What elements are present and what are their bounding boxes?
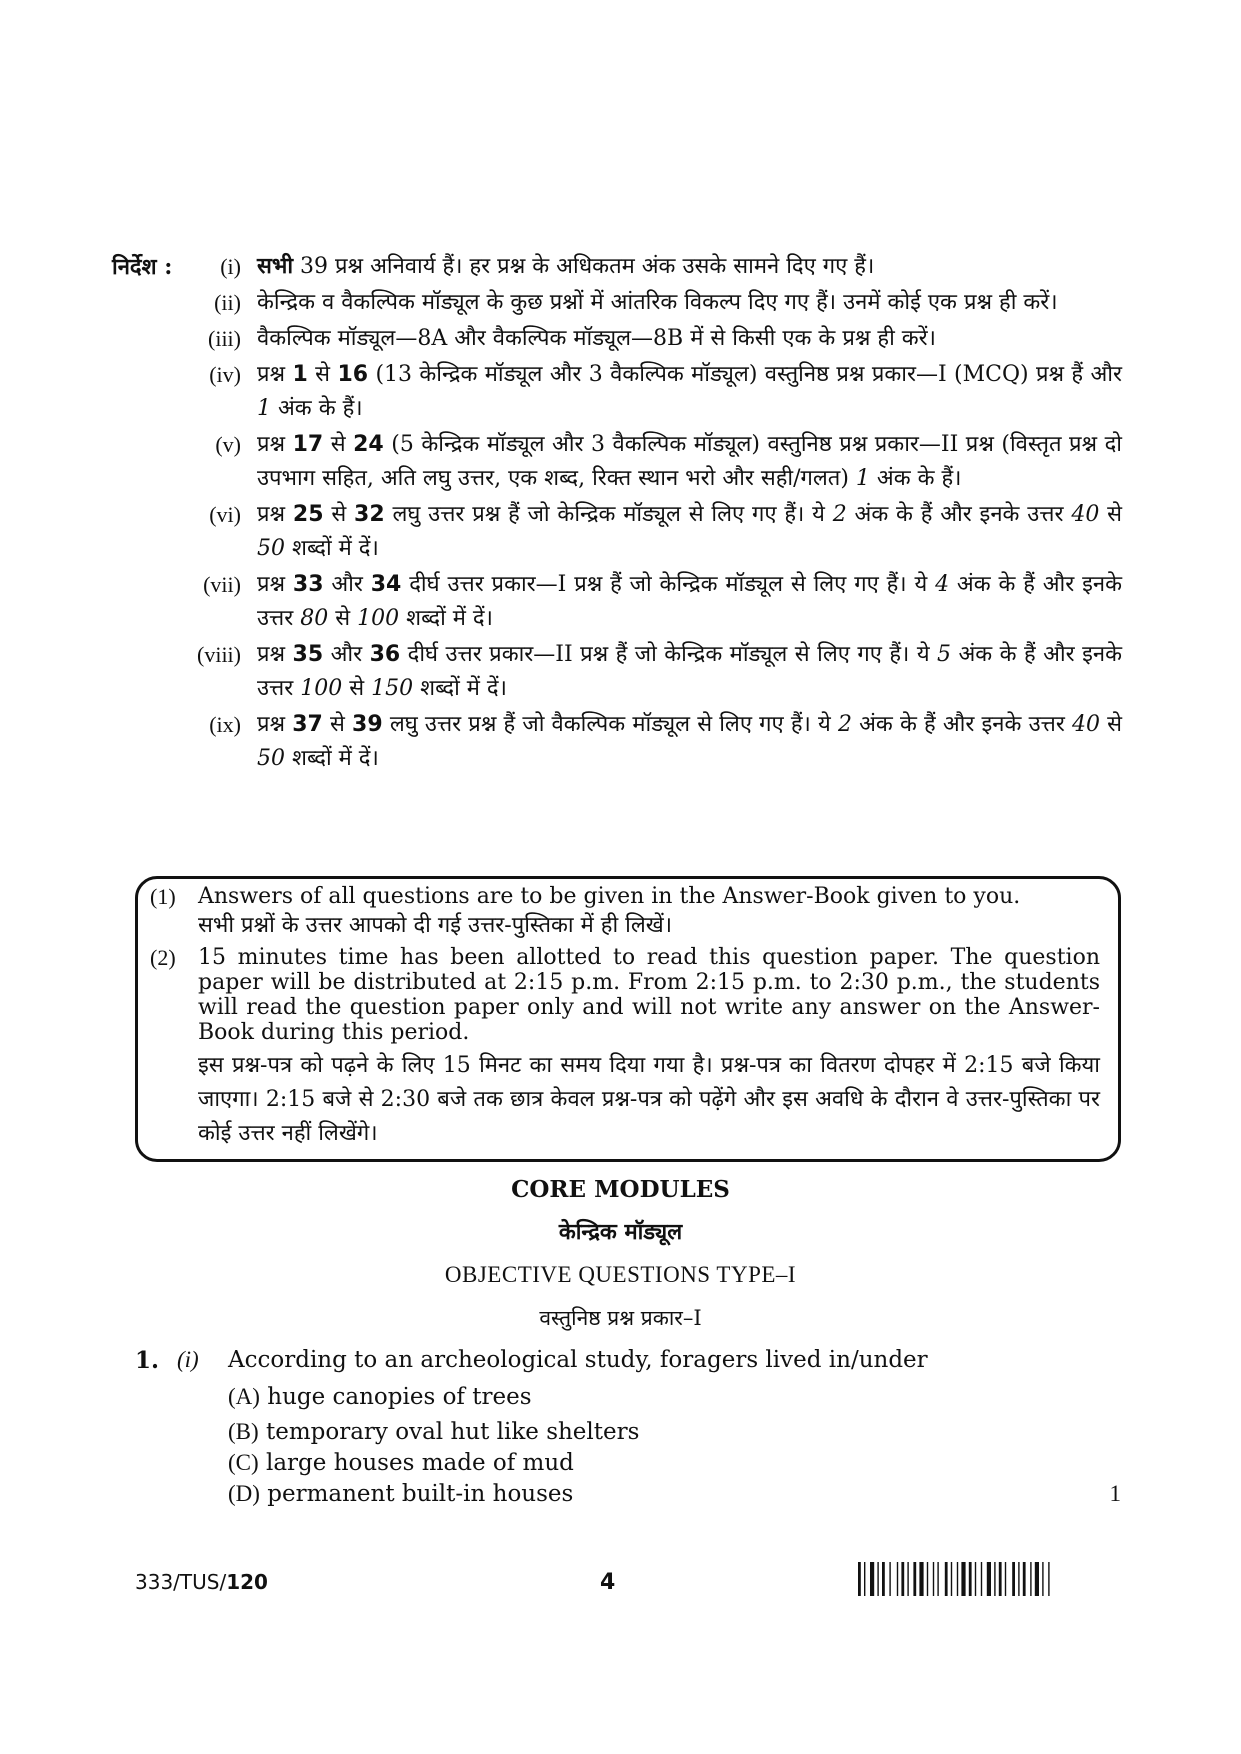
option-c bbox=[228, 1450, 574, 1476]
instruction-text-part: शब्दों में दें। bbox=[285, 746, 379, 771]
instruction-text bbox=[257, 638, 1122, 706]
instruction-text-part: से bbox=[328, 606, 358, 631]
instruction-text bbox=[257, 322, 1122, 356]
instruction-text bbox=[257, 250, 1122, 284]
barcode-bar bbox=[957, 1562, 958, 1596]
instruction-text-part: 17 bbox=[292, 432, 324, 457]
instruction-text-part: प्रश्न bbox=[257, 642, 293, 667]
instruction-text-part: 80 bbox=[300, 606, 329, 631]
instruction-number: (ix) bbox=[209, 712, 241, 737]
instruction-text-part: लघु उत्तर प्रश्न हैं जो केन्द्रिक मॉड्यूल से लिए गए हैं। ये bbox=[384, 502, 833, 527]
barcode-bar bbox=[889, 1562, 890, 1596]
barcode-bar bbox=[951, 1562, 952, 1596]
option-letter: (D) bbox=[228, 1481, 260, 1506]
instruction-text-part: 35 bbox=[292, 642, 324, 667]
note-item bbox=[150, 945, 1100, 1151]
barcode-bar bbox=[877, 1562, 878, 1596]
note-text-hi: सभी प्रश्नों के उत्तर आपको दी गई उत्तर-पुस्तिका में ही लिखें। bbox=[198, 913, 673, 938]
question-type-en: OBJECTIVE QUESTIONS TYPE–I bbox=[444, 1262, 797, 1287]
instruction-text-part: 5 bbox=[937, 642, 952, 667]
note-number: (2) bbox=[150, 945, 176, 970]
instruction-text-part: प्रश्न bbox=[257, 502, 293, 527]
instruction-text-part: अंक के हैं और इनके उत्तर bbox=[846, 502, 1072, 527]
barcode-bar bbox=[969, 1562, 972, 1596]
instruction-item bbox=[112, 286, 1122, 320]
barcode-bar bbox=[933, 1562, 934, 1596]
paper-code-prefix: 333/TUS/ bbox=[135, 1570, 227, 1594]
barcode-bar bbox=[882, 1562, 885, 1596]
instruction-text-part: 50 bbox=[257, 536, 285, 561]
barcode-bar bbox=[987, 1562, 991, 1596]
instruction-number: (iii) bbox=[208, 326, 241, 351]
barcode-bar bbox=[870, 1562, 874, 1596]
instruction-text-part: 1 bbox=[855, 466, 870, 491]
barcode-bar bbox=[1018, 1562, 1019, 1596]
instruction-number: (viii) bbox=[197, 642, 241, 667]
instruction-text-part: अंक के हैं। bbox=[869, 466, 962, 491]
instruction-item bbox=[112, 568, 1122, 636]
barcode-bar bbox=[901, 1562, 904, 1596]
instruction-text bbox=[257, 498, 1122, 566]
instruction-text-part: 40 bbox=[1071, 502, 1100, 527]
barcode-bar bbox=[1023, 1562, 1026, 1596]
instruction-text bbox=[257, 286, 1122, 320]
note-item bbox=[150, 884, 1100, 943]
instruction-text-part: (13 केन्द्रिक मॉड्यूल और 3 वैकल्पिक मॉड्यूल) वस्तुनिष्ठ प्रश्न प्रकार—I (MCQ) प्रश्न हैं और bbox=[368, 362, 1123, 387]
question-text: According to an archeological study, foragers lived in/under bbox=[228, 1347, 928, 1373]
instruction-text-part: 25 bbox=[292, 502, 324, 527]
instruction-text-part: से bbox=[323, 432, 354, 457]
barcode-bar bbox=[913, 1562, 916, 1596]
note-number: (1) bbox=[150, 884, 176, 909]
instruction-item bbox=[112, 708, 1122, 776]
option-a bbox=[228, 1384, 532, 1410]
barcode-bar bbox=[961, 1562, 965, 1596]
barcode-bar bbox=[858, 1562, 861, 1596]
paper-code-number: 120 bbox=[226, 1570, 268, 1594]
option-letter: (B) bbox=[228, 1419, 259, 1444]
option-d bbox=[228, 1481, 573, 1507]
barcode-bar bbox=[975, 1562, 976, 1596]
note-text-hi: इस प्रश्न-पत्र को पढ़ने के लिए 15 मिनट का समय दिया गया है। प्रश्न-पत्र का वितरण दोपहर में 2:15 बजे किया जाएगा। 2:15 बजे से 2:30 बजे तक छात्र केवल प्रश्न-पत्र को पढ़ेंगे और इस अवधि के दौरान वे उत्तर-पुस्तिका पर कोई उत्तर नहीं लिखेंगे। bbox=[198, 1053, 1100, 1146]
instruction-text-part: प्रश्न bbox=[257, 572, 293, 597]
instruction-text-part: 24 bbox=[353, 432, 384, 457]
instruction-text-part: 1 bbox=[292, 362, 308, 387]
option-text: temporary oval hut like shelters bbox=[265, 1419, 640, 1445]
instruction-number: (ii) bbox=[214, 290, 241, 315]
instruction-item bbox=[112, 358, 1122, 426]
instruction-text-part: से bbox=[307, 362, 338, 387]
instruction-text-part: से bbox=[1099, 502, 1123, 527]
instructions-block bbox=[112, 250, 1122, 778]
barcode-bar bbox=[1012, 1562, 1015, 1596]
instruction-text-part: और bbox=[323, 642, 370, 667]
option-b bbox=[228, 1419, 639, 1445]
barcode-bar bbox=[919, 1562, 923, 1596]
instruction-text-part: 2 bbox=[837, 712, 852, 737]
instruction-text-part: प्रश्न bbox=[257, 362, 293, 387]
instruction-text-part: से bbox=[323, 502, 355, 527]
instruction-text-part: 34 bbox=[370, 572, 402, 597]
instruction-text-part: केन्द्रिक व वैकल्पिक मॉड्यूल के कुछ प्रश्नों में आंतरिक विकल्प दिए गए हैं। उनमें कोई एक प्रश्न ही करें। bbox=[257, 290, 1058, 315]
instruction-number: (vi) bbox=[209, 502, 241, 527]
instruction-text-part: 100 bbox=[300, 676, 343, 701]
instruction-number: (vii) bbox=[203, 572, 241, 597]
option-text: large houses made of mud bbox=[265, 1450, 574, 1476]
instruction-text-part: शब्दों में दें। bbox=[413, 676, 507, 701]
question-number: 1. bbox=[135, 1347, 160, 1374]
instruction-text-part: अंक के हैं। bbox=[271, 396, 363, 421]
notes-content bbox=[150, 884, 1100, 1151]
instruction-text-part: से bbox=[342, 676, 372, 701]
instruction-text-part: दीर्घ उत्तर प्रकार—I प्रश्न हैं जो केन्द्रिक मॉड्यूल से लिए गए हैं। ये bbox=[401, 572, 936, 597]
section-title-hi: केन्द्रिक मॉड्यूल bbox=[558, 1219, 683, 1245]
instruction-text-part: 32 bbox=[354, 502, 385, 527]
barcode-bar bbox=[897, 1562, 898, 1596]
instruction-text-part: 39 bbox=[352, 712, 383, 737]
option-letter: (C) bbox=[228, 1450, 259, 1475]
barcode-bar bbox=[1042, 1562, 1043, 1596]
instruction-text-part: 2 bbox=[832, 502, 847, 527]
instruction-text-part: अंक के हैं और इनके उत्तर bbox=[257, 572, 1122, 631]
instruction-text bbox=[257, 428, 1122, 496]
instruction-text-part: अंक के हैं और इनके उत्तर bbox=[257, 642, 1122, 701]
barcode-bar bbox=[1030, 1562, 1031, 1596]
instruction-text-part: 33 bbox=[292, 572, 324, 597]
instruction-item bbox=[112, 250, 1122, 284]
instruction-number: (v) bbox=[215, 432, 241, 457]
barcode-bar bbox=[907, 1562, 908, 1596]
instructions-label: निर्देश : bbox=[112, 254, 173, 280]
instruction-text-part: लघु उत्तर प्रश्न हैं जो वैकल्पिक मॉड्यूल से लिए गए हैं। ये bbox=[382, 712, 838, 737]
instruction-text-part: प्रश्न bbox=[257, 712, 293, 737]
instruction-text bbox=[257, 568, 1122, 636]
barcode-bar bbox=[1005, 1562, 1006, 1596]
instruction-text-part: (5 केन्द्रिक मॉड्यूल और 3 वैकल्पिक मॉड्यूल) वस्तुनिष्ठ प्रश्न प्रकार—II प्रश्न (विस्तृत प्रश्न दो उपभाग सहित, अति लघु उत्तर, एक शब्द, रिक्त स्थान भरो और सही/गलत) bbox=[257, 432, 1123, 491]
instruction-text-part: 40 bbox=[1071, 712, 1100, 737]
instruction-text-part: 39 प्रश्न अनिवार्य हैं। हर प्रश्न के अधिकतम अंक उसके सामने दिए गए हैं। bbox=[293, 254, 875, 279]
instruction-text-part: 100 bbox=[357, 606, 400, 631]
instruction-item bbox=[112, 498, 1122, 566]
instruction-text-part: 150 bbox=[371, 676, 414, 701]
question-sub-number: (i) bbox=[177, 1347, 199, 1372]
instruction-text-part: वैकल्पिक मॉड्यूल—8A और वैकल्पिक मॉड्यूल—8B में से किसी एक के प्रश्न ही करें। bbox=[257, 326, 936, 351]
question-type-hi: वस्तुनिष्ठ प्रश्न प्रकार–I bbox=[539, 1306, 702, 1330]
instruction-text bbox=[257, 708, 1122, 776]
instruction-text-part: शब्दों में दें। bbox=[285, 536, 379, 561]
instruction-text-part: 1 bbox=[257, 396, 271, 421]
barcode-bar bbox=[994, 1562, 995, 1596]
barcode-bar bbox=[981, 1562, 982, 1596]
option-text: huge canopies of trees bbox=[267, 1384, 532, 1410]
instruction-text-part: 16 bbox=[337, 362, 369, 387]
instruction-text-part: सभी bbox=[257, 254, 294, 279]
instruction-text-part: दीर्घ उत्तर प्रकार—II प्रश्न हैं जो केन्द्रिक मॉड्यूल से लिए गए हैं। ये bbox=[400, 642, 938, 667]
option-text: permanent built-in houses bbox=[267, 1481, 574, 1507]
note-text-en: 15 minutes time has been allotted to read this question paper. The question paper will be distributed at 2:15 p.m. From 2:15 p.m. to 2:30 p.m., the students will read the question paper only and will not write any answer on the Answer-Book during this period. bbox=[198, 945, 1100, 1045]
question-marks: 1 bbox=[1109, 1481, 1121, 1506]
instruction-item bbox=[112, 428, 1122, 496]
instruction-text-part: और bbox=[323, 572, 371, 597]
instruction-text-part: से bbox=[322, 712, 353, 737]
instruction-text-part: 37 bbox=[292, 712, 323, 737]
instruction-text-part: अंक के हैं और इनके उत्तर bbox=[851, 712, 1072, 737]
instruction-item bbox=[112, 638, 1122, 706]
instruction-item bbox=[112, 322, 1122, 356]
instruction-text-part: 36 bbox=[369, 642, 401, 667]
instruction-text-part: प्रश्न bbox=[257, 432, 293, 457]
instruction-text-part: 50 bbox=[257, 746, 285, 771]
page-number: 4 bbox=[600, 1570, 616, 1595]
barcode-bar bbox=[1048, 1562, 1049, 1596]
option-letter: (A) bbox=[228, 1384, 260, 1409]
barcode-image bbox=[858, 1562, 1121, 1596]
barcode-bar bbox=[864, 1562, 865, 1596]
barcode-bar bbox=[927, 1562, 928, 1596]
barcode-bar bbox=[999, 1562, 1002, 1596]
instruction-text-part: शब्दों में दें। bbox=[399, 606, 493, 631]
barcode-bar bbox=[937, 1562, 938, 1596]
instruction-number: (iv) bbox=[209, 362, 241, 387]
section-title-en: CORE MODULES bbox=[511, 1176, 730, 1203]
instruction-number: (i) bbox=[220, 254, 241, 279]
instruction-text-part: से bbox=[1099, 712, 1123, 737]
instruction-text-part: 4 bbox=[935, 572, 950, 597]
instruction-text bbox=[257, 358, 1122, 426]
barcode-bar bbox=[945, 1562, 948, 1596]
note-text-en: Answers of all questions are to be given in the Answer-Book given to you. bbox=[198, 884, 1021, 909]
barcode-bar bbox=[1035, 1562, 1039, 1596]
paper-code bbox=[135, 1570, 268, 1594]
